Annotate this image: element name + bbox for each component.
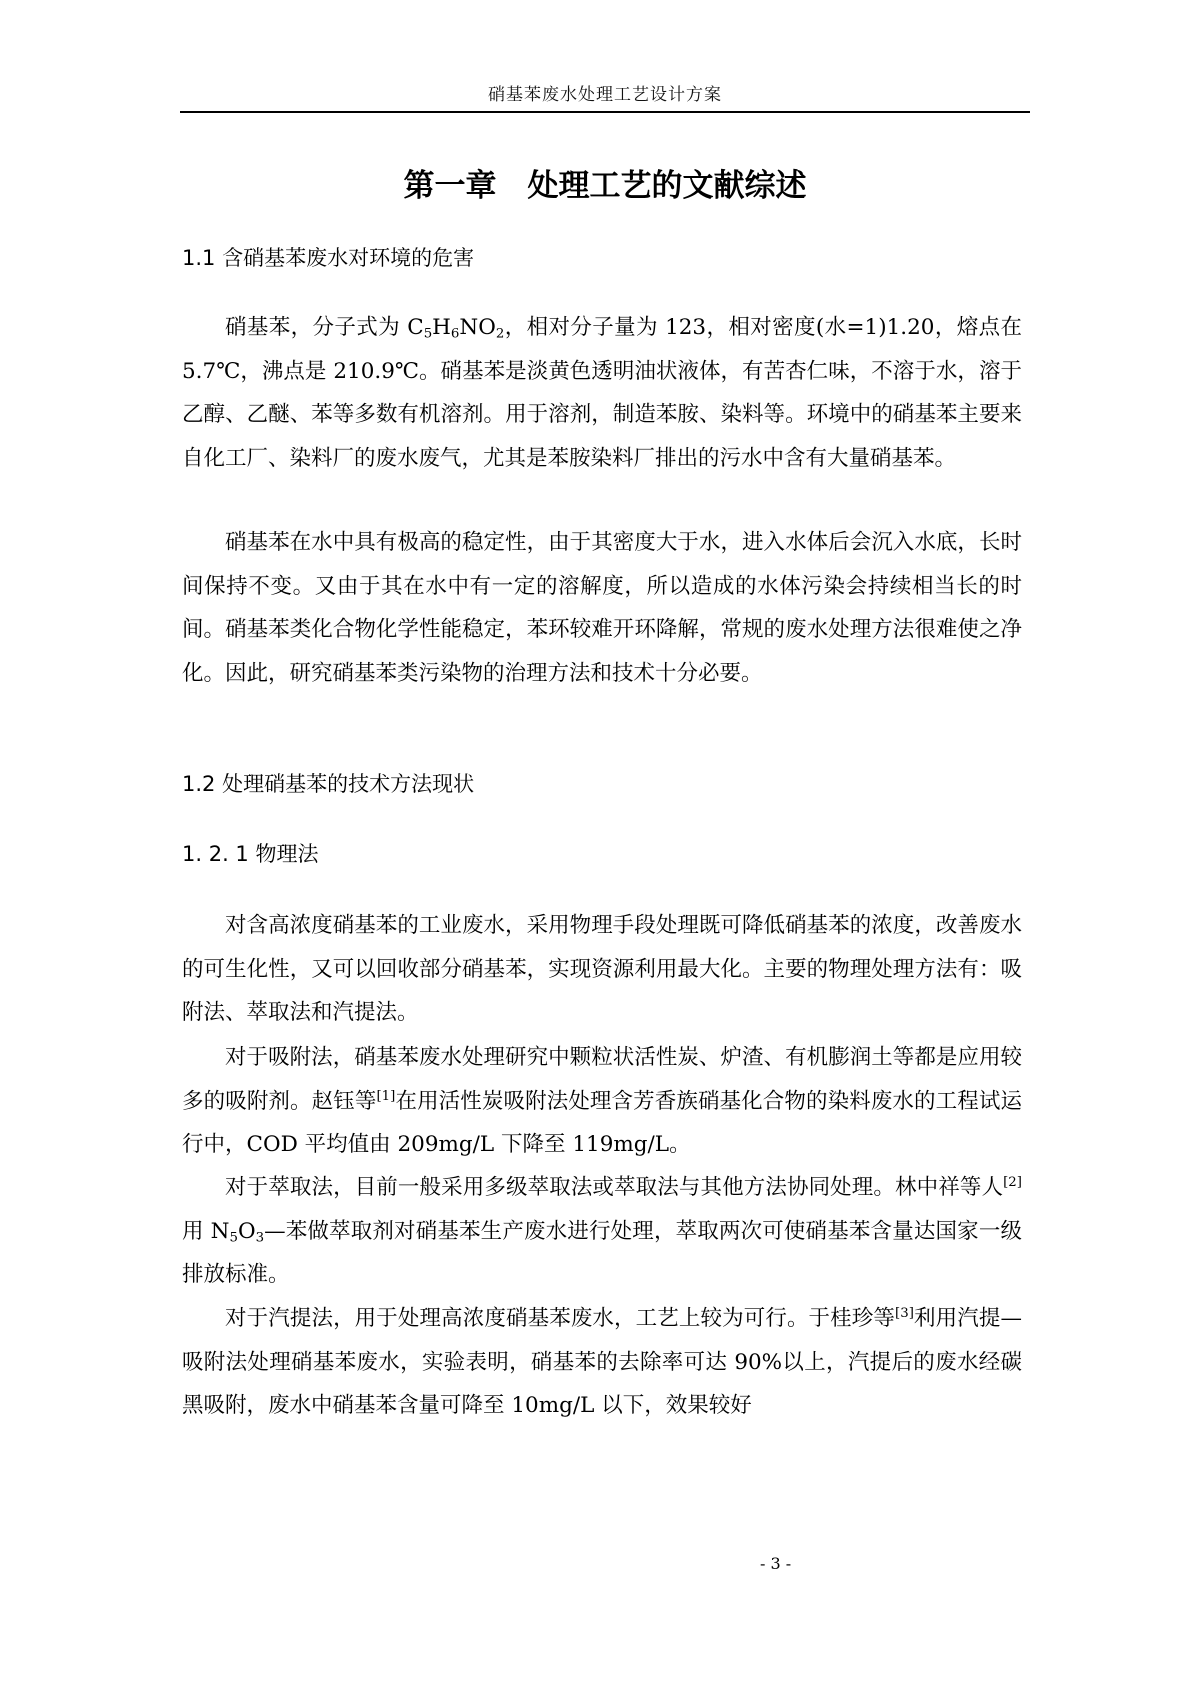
paragraph-text: O xyxy=(237,1218,256,1244)
paragraph-text: 用 N xyxy=(182,1218,230,1244)
paragraph-text: 利用汽提—吸附法处理硝基苯废水，实验表明，硝基苯的去除率可达 90%以上，汽提后的废水经碳黑吸附，废水中硝基苯含量可降至 10mg/L 以下，效果较好 xyxy=(182,1306,1022,1418)
citation-ref: [1] xyxy=(376,1088,396,1104)
paragraph-extraction xyxy=(182,1166,1022,1297)
paragraph-text: 在用活性炭吸附法处理含芳香族硝基化合物的染料废水的工程试运行中，COD 平均值由 209mg/L 下降至 119mg/L。 xyxy=(182,1088,1022,1157)
subscript: 5 xyxy=(423,326,433,342)
paragraph-text: 对于吸附法，硝基苯废水处理研究中颗粒状活性炭、炉渣、有机膨润土等都是应用较多的吸附剂。赵钰等 xyxy=(182,1045,1022,1114)
paragraph-physical-methods: 对含高浓度硝基苯的工业废水，采用物理手段处理既可降低硝基苯的浓度，改善废水的可生化性，又可以回收部分硝基苯，实现资源利用最大化。主要的物理处理方法有：吸附法、萃取法和汽提法。 xyxy=(182,913,1022,1025)
paragraph-text: 对于汽提法，用于处理高浓度硝基苯废水，工艺上较为可行。于桂珍等 xyxy=(225,1306,896,1331)
subscript: 5 xyxy=(229,1229,238,1245)
subsection-heading-1-2-1: 1. 2. 1 物理法 xyxy=(182,842,319,866)
subscript: 2 xyxy=(495,326,505,342)
running-header: 硝基苯废水处理工艺设计方案 xyxy=(488,85,722,105)
subscript: 3 xyxy=(255,1229,265,1245)
paragraph-text: H xyxy=(432,315,451,340)
paragraph-text: —苯做萃取剂对硝基苯生产废水进行处理，萃取两次可使硝基苯含量达国家一级排放标准。 xyxy=(182,1218,1022,1287)
paragraph-text: 对于萃取法，目前一般采用多级萃取法或萃取法与其他方法协同处理。林中祥等人 xyxy=(225,1175,1004,1200)
citation-ref: [2] xyxy=(1003,1175,1022,1191)
paragraph-nitrobenzene-properties xyxy=(182,306,1022,480)
chapter-title: 第一章 处理工艺的文献综述 xyxy=(403,168,807,204)
paragraph-stripping xyxy=(182,1297,1022,1428)
paragraph-stability: 硝基苯在水中具有极高的稳定性，由于其密度大于水，进入水体后会沉入水底，长时间保持不变。又由于其在水中有一定的溶解度，所以造成的水体污染会持续相当长的时间。硝基苯类化合物化学性能稳定，苯环较难开环降解，常规的废水处理方法很难使之净化。因此，研究硝基苯类污染物的治理方法和技术十分必要。 xyxy=(182,530,1022,686)
header-rule xyxy=(180,111,1030,113)
paragraph-text: NO xyxy=(459,315,496,340)
subscript: 6 xyxy=(450,326,460,342)
section-heading-1-1: 1.1 含硝基苯废水对环境的危害 xyxy=(182,246,475,270)
section-heading-1-2: 1.2 处理硝基苯的技术方法现状 xyxy=(182,772,475,796)
paragraph-adsorption xyxy=(182,1036,1022,1167)
citation-ref: [3] xyxy=(895,1306,914,1322)
paragraph-text: ，相对分子量为 123，相对密度(水=1)1.20，熔点在 5.7℃，沸点是 210.9℃。硝基苯是淡黄色透明油状液体，有苦杏仁味，不溶于水，溶于乙醇、乙醚、苯等多数有机溶剂。用于溶剂，制造苯胺、染料等。环境中的硝基苯主要来自化工厂、染料厂的废水废气，尤其是苯胺染料厂排出的污水中含有大量硝基苯。 xyxy=(182,315,1022,471)
paragraph-text: 硝基苯，分子式为 C xyxy=(225,315,424,340)
page-number: - 3 - xyxy=(760,1554,792,1573)
